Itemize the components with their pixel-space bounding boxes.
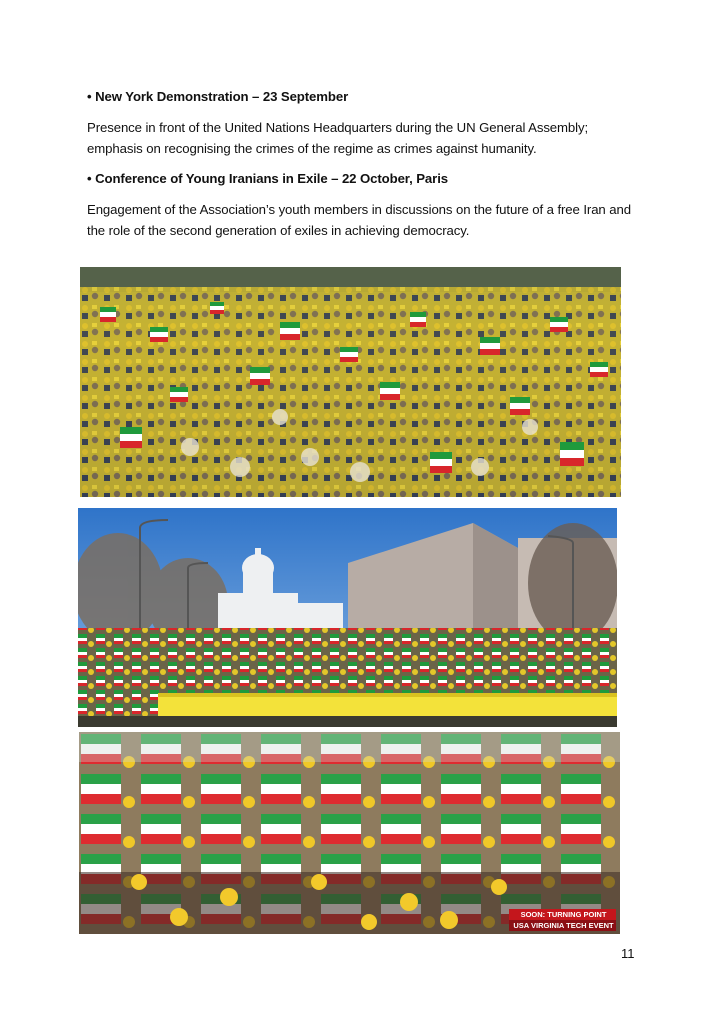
item-2-heading: • Conference of Young Iranians in Exile – 22 October, Paris <box>87 171 448 186</box>
tv-broadcast-image <box>79 732 620 934</box>
tv-banner-line-1: SOON: TURNING POINT <box>520 910 607 919</box>
rally-crowd-image <box>80 267 621 497</box>
capitol-rally-photo <box>78 508 617 727</box>
item-1-heading: • New York Demonstration – 23 September <box>87 89 349 104</box>
capitol-rally-image <box>78 508 617 727</box>
tv-broadcast-photo <box>79 732 620 934</box>
tv-banner-line-2: USA VIRGINIA TECH EVENT <box>513 921 614 930</box>
page-number: 11 <box>621 946 635 961</box>
item-2-body: Engagement of the Association’s youth members in discussions on the future of a free Iran and the role of the second generation of exiles in achieving democracy. <box>87 202 631 238</box>
rally-crowd-photo <box>80 267 621 497</box>
item-1-body: Presence in front of the United Nations Headquarters during the UN General Assembly; emphasis on recognising the crimes of the regime as crimes against humanity. <box>87 120 589 156</box>
